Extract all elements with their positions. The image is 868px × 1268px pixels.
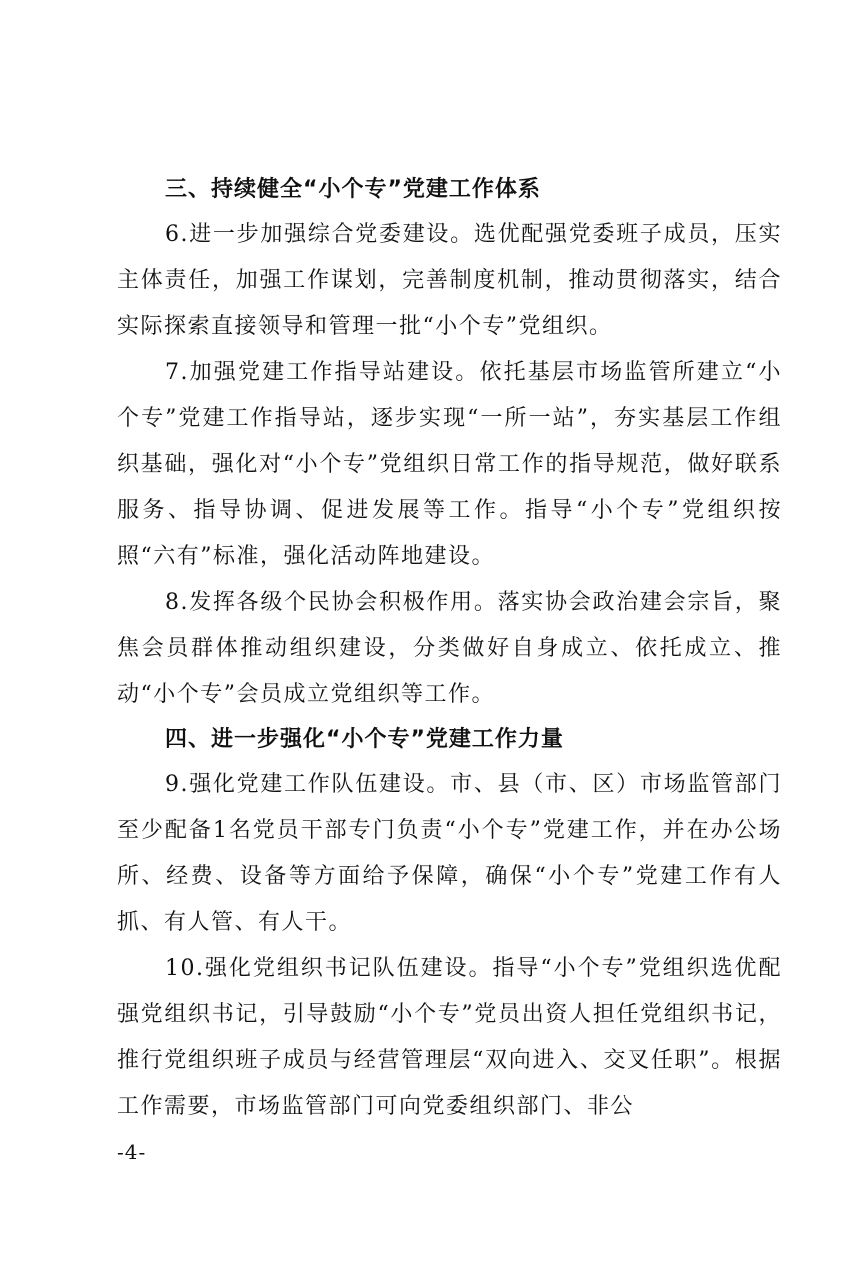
section-heading: 三、持续健全“小个专”党建工作体系: [165, 177, 541, 202]
section-heading: 四、进一步强化“小个专”党建工作力量: [165, 727, 564, 752]
paragraph-item-10: 10.强化党组织书记队伍建设。指导“小个专”党组织选优配强党组织书记，引导鼓励“小个专”党员出资人担任党组织书记，推行党组织班子成员与经营管理层“双向进入、交叉任职”。根据工作需要，市场监管部门可向党委组织部门、非公: [117, 956, 782, 1119]
paragraph-item-6: 6.进一步加强综合党委建设。选优配强党委班子成员，压实主体责任，加强工作谋划，完善制度机制，推动贯彻落实，结合实际探索直接领导和管理一批“小个专”党组织。: [117, 222, 782, 339]
page-number: -4-: [117, 1140, 147, 1164]
section-3: [117, 168, 782, 718]
paragraph-item-9: 9.强化党建工作队伍建设。市、县（市、区）市场监管部门至少配备1名党员干部专门负责“小个专”党建工作，并在办公场所、经费、设备等方面给予保障，确保“小个专”党建工作有人抓、有人管、有人干。: [117, 772, 782, 935]
paragraph-item-7: 7.加强党建工作指导站建设。依托基层市场监管所建立“小个专”党建工作指导站，逐步实现“一所一站”，夯实基层工作组织基础，强化对“小个专”党组织日常工作的指导规范，做好联系服务、指导协调、促进发展等工作。指导“小个专”党组织按照“六有”标准，强化活动阵地建设。: [117, 360, 782, 569]
paragraph-item-8: 8.发挥各级个民协会积极作用。落实协会政治建会宗旨，聚焦会员群体推动组织建设，分类做好自身成立、依托成立、推动“小个专”会员成立党组织等工作。: [117, 590, 782, 707]
document-body: [117, 168, 782, 1130]
section-4: [117, 718, 782, 1130]
